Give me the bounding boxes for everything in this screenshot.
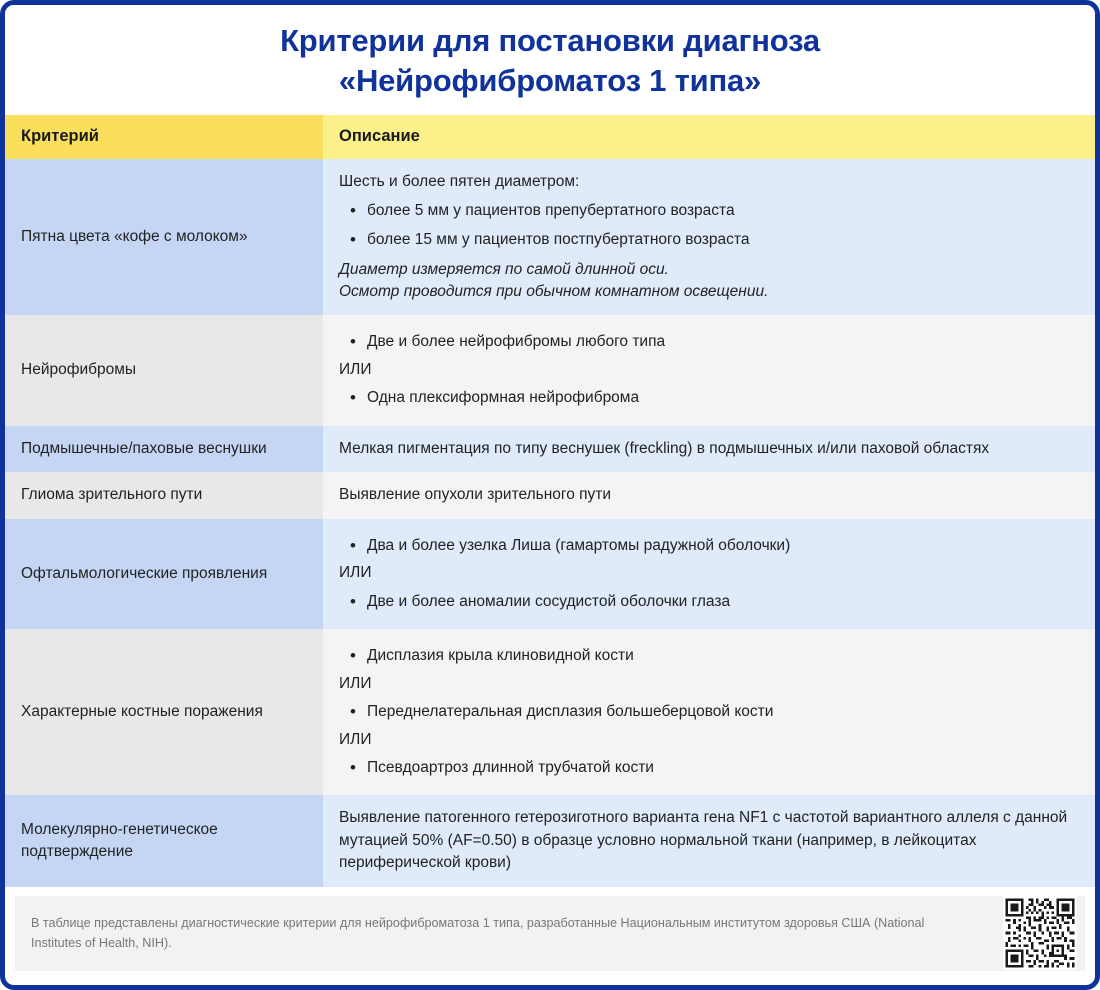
row-description-cell: [323, 519, 1095, 629]
list-item: • Два и более узелка Лиша (гамартомы радужной оболочки): [365, 535, 1079, 557]
column-header-criterion: Критерий: [5, 115, 323, 159]
list-item: • Дисплазия крыла клиновидной кости: [365, 645, 1079, 667]
list-item: • Две и более аномалии сосудистой оболочки глаза: [365, 591, 1079, 613]
title-line-2: «Нейрофиброматоз 1 типа»: [338, 62, 762, 98]
list-item: • более 15 мм у пациентов постпубертатного возраста: [365, 229, 1079, 251]
description-bullet-list: [339, 200, 1079, 251]
row-criterion-cell: Молекулярно-генетическое подтверждение: [5, 795, 323, 886]
list-item: • Две и более нейрофибромы любого типа: [365, 331, 1079, 353]
note-line: Диаметр измеряется по самой длинной оси.: [339, 261, 669, 279]
row-criterion-cell: Офтальмологические проявления: [5, 519, 323, 629]
row-criterion-cell: Подмышечные/паховые веснушки: [5, 426, 323, 472]
row-criterion-cell: Характерные костные поражения: [5, 629, 323, 795]
description-bullet-list: [339, 645, 1079, 667]
or-separator: ИЛИ: [339, 360, 372, 378]
qr-code-icon[interactable]: [1003, 896, 1077, 970]
row-description-cell: [323, 795, 1095, 886]
description-bullet-list: [339, 701, 1079, 723]
title-line-1: Критерии для постановки диагноза: [280, 23, 820, 58]
page-title: [5, 5, 1095, 115]
table-row: [5, 795, 1095, 886]
list-item: • Одна плексиформная нейрофиброма: [365, 387, 1079, 409]
or-separator: ИЛИ: [339, 674, 372, 692]
row-description-cell: [323, 315, 1095, 425]
or-separator: ИЛИ: [339, 730, 372, 748]
table-row: [5, 519, 1095, 629]
list-item: • Переднелатеральная дисплазия большеберцовой кости: [365, 701, 1079, 723]
table-row: [5, 629, 1095, 795]
column-header-description: Описание: [323, 115, 1095, 159]
or-separator: ИЛИ: [339, 564, 372, 582]
description-bullet-list: [339, 535, 1079, 557]
table-header-row: [5, 115, 1095, 159]
row-criterion-cell: Нейрофибромы: [5, 315, 323, 425]
list-item: • Псевдоартроз длинной трубчатой кости: [365, 757, 1079, 779]
description-text: Мелкая пигментация по типу веснушек (freckling) в подмышечных и/или паховой областях: [339, 439, 990, 457]
row-criterion-cell: Пятна цвета «кофе с молоком»: [5, 159, 323, 315]
description-bullet-list: [339, 387, 1079, 409]
description-bullet-list: [339, 331, 1079, 353]
description-lead: Шесть и более пятен диаметром:: [339, 172, 580, 190]
row-description-cell: [323, 472, 1095, 518]
description-text: Выявление опухоли зрительного пути: [339, 486, 612, 504]
row-description-cell: [323, 629, 1095, 795]
table-row: [5, 315, 1095, 425]
row-description-cell: [323, 159, 1095, 315]
footer-note-text: В таблице представлены диагностические критерии для нейрофиброматоза 1 типа, разработанные Национальным институтом здоровья США (National Institutes of Health, NIH).: [31, 915, 925, 951]
list-item: • более 5 мм у пациентов препубертатного возраста: [365, 200, 1079, 222]
table-row: [5, 426, 1095, 472]
description-text: Выявление патогенного гетерозиготного варианта гена NF1 с частотой вариантного аллеля с данной мутацией 50% (AF=0.50) в образце условно нормальной ткани (например, в лейкоцитах периферической крови): [339, 809, 1068, 872]
criteria-table: [5, 115, 1095, 887]
note-line: Осмотр проводится при обычном комнатном освещении.: [339, 283, 769, 301]
row-description-cell: [323, 426, 1095, 472]
description-notes: [339, 259, 1079, 303]
table-row: [5, 159, 1095, 315]
description-bullet-list: [339, 591, 1079, 613]
description-bullet-list: [339, 757, 1079, 779]
footer-note-panel: [15, 896, 1085, 971]
row-criterion-cell: Глиома зрительного пути: [5, 472, 323, 518]
table-row: [5, 472, 1095, 518]
